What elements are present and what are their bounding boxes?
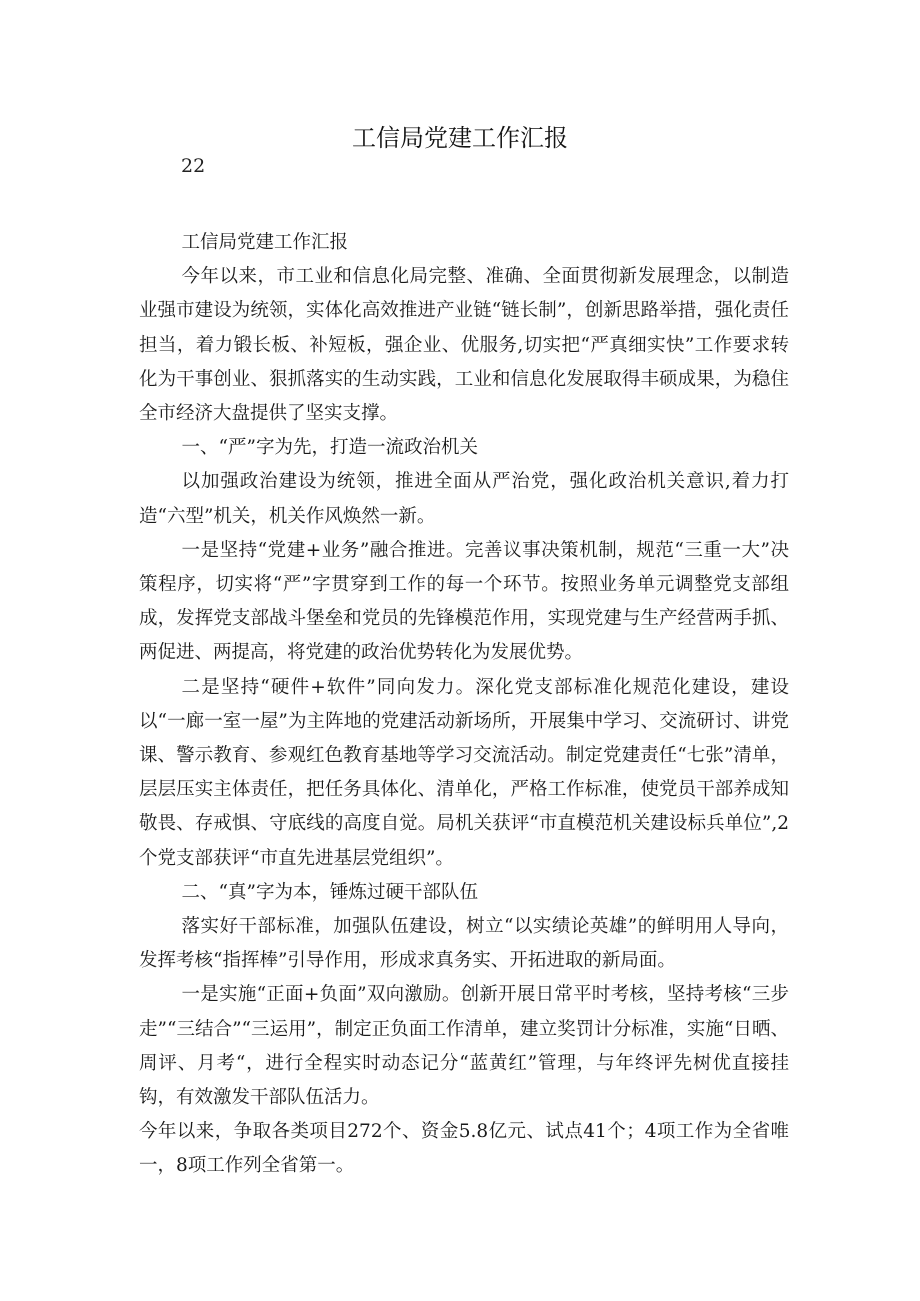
section-2-summary: 落实好干部标准，加强队伍建设，树立“以实绩论英雄”的鲜明用人导向，发挥考核“指挥棒”引导作用，形成求真务实、开拓进取的新局面。	[139, 916, 789, 972]
closing-paragraph: 今年以来，争取各类项目272个、资金5.8亿元、试点41个；4项工作为全省唯一，8项工作列全省第一。	[139, 1121, 789, 1177]
section-1-summary: 以加强政治建设为统领，推进全面从严治党，强化政治机关意识,着力打造“六型”机关，机关作风焕然一新。	[139, 471, 789, 527]
section-heading-1: 一、“严”字为先，打造一流政治机关	[181, 437, 478, 459]
section-1-item-2: 二是坚持“硬件+软件”同向发力。深化党支部标准化规范化建设，建设以“一廊一室一屋”为主阵地的党建活动新场所，开展集中学习、交流研讨、讲党课、警示教育、参观红色教育基地等学习交流活动。制定党建责任“七张”清单，层层压实主体责任，把任务具体化、清单化，严格工作标准，使党员干部养成知敬畏、存戒惧、守底线的高度自觉。局机关获评“市直模范机关建设标兵单位”,2个党支部获评“市直先进基层党组织”。	[139, 676, 789, 869]
intro-paragraph: 今年以来，市工业和信息化局完整、准确、全面贯彻新发展理念，以制造业强市建设为统领，实体化高效推进产业链“链长制”，创新思路举措，强化责任担当，着力锻长板、补短板，强企业、优服务,切实把“严真细实快”工作要求转化为干事创业、狠抓落实的生动实践，工业和信息化发展取得丰硕成果，为稳住全市经济大盘提供了坚实支撑。	[139, 266, 789, 425]
section-1-item-1: 一是坚持“党建+业务”融合推进。完善议事决策机制，规范“三重一大”决策程序，切实将“严”字贯穿到工作的每一个环节。按照业务单元调整党支部组成，发挥党支部战斗堡垒和党员的先锋模范作用，实现党建与生产经营两手抓、两促进、两提高，将党建的政治优势转化为发展优势。	[139, 539, 789, 664]
document-number: 22	[181, 155, 206, 177]
document-title: 工信局党建工作汇报	[352, 124, 568, 152]
document-body	[139, 226, 789, 1184]
section-2-item-1: 一是实施“正面+负面”双向激励。创新开展日常平时考核，坚持考核“三步走”“三结合”“三运用”，制定正负面工作清单，建立奖罚计分标准，实施“日晒、周评、月考“，进行全程实时动态记分“蓝黄红”管理，与年终评先树优直接挂钩，有效激发干部队伍活力。	[139, 984, 789, 1109]
subtitle-paragraph: 工信局党建工作汇报	[181, 232, 349, 253]
section-heading-2: 二、“真”字为本，锤炼过硬干部队伍	[181, 881, 478, 903]
